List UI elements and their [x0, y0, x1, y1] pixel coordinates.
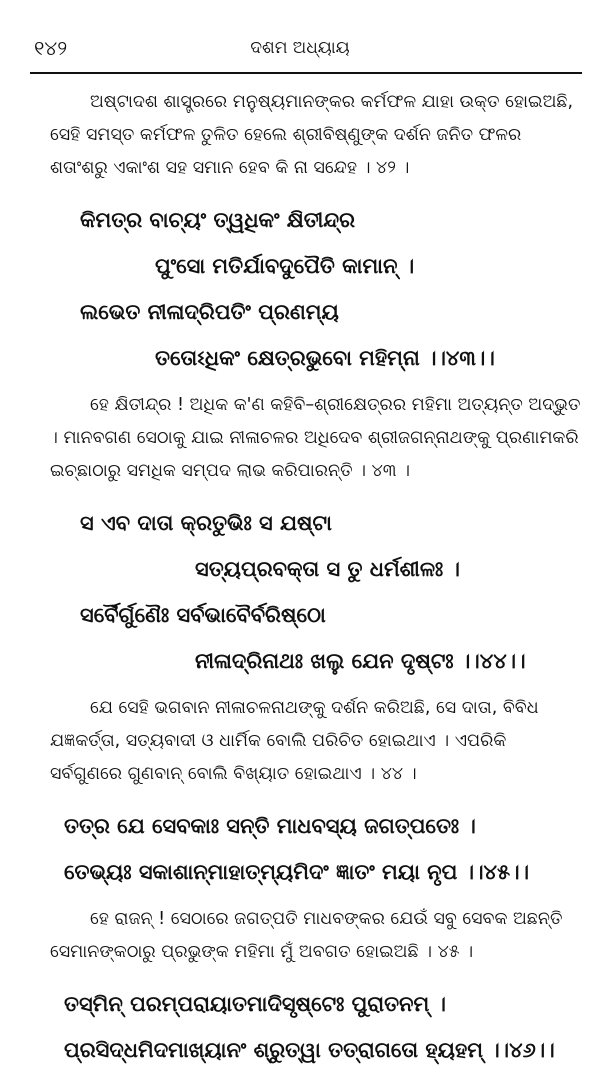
- chapter-title: ଦଶମ ଅଧ୍ୟାୟ: [250, 38, 350, 58]
- sanskrit-verse-45: [50, 803, 582, 895]
- verse-44-line-1: ସ ଏବ ଦାତା କ୍ରତୁଭିଃ ସ ଯଷ୍ଟା: [80, 511, 332, 535]
- translation-paragraph-42: ଅଷ୍ଟାଦଶ ଶାସ୍ତ୍ରରେ ମନୁଷ୍ୟମାନଙ୍କର କର୍ମଫଳ ଯାହା ଉକ୍ତ ହୋଇଅଛି, ସେହି ସମସ୍ତ କର୍ମଫଳ ତୁଳିତ ହେଲେ ଶ୍ରୀବିଷ୍ଣୁଙ୍କ ଦର୍ଶନ ଜନିତ ଫଳର ଶତାଂଶରୁ ଏକାଂଶ ସହ ସମାନ ହେବ କି ନା ସନ୍ଦେହ । ୪୨ ।: [50, 92, 574, 178]
- verse-46-line-1: ତସ୍ମିନ୍ ପରମ୍ପରାୟାତମାଦିସୃଷ୍ଟେଃ ପୁରାତନମ୍ ।: [64, 992, 446, 1016]
- verse-44-line-3: ସର୍ବୈର୍ଗୁଣୈଃ ସର୍ବଭାବୈର୍ବରିଷ୍ଠୋ: [80, 603, 326, 627]
- page-number: ୧୪୨: [34, 36, 68, 60]
- verse-43-line-3: ଲଭେତ ନୀଳାଦ୍ରିପତିଂ ପ୍ରଣମ୍ୟ: [80, 300, 339, 324]
- page-body: [50, 86, 582, 1081]
- translation-paragraph-44: ଯେ ସେହି ଭଗବାନ ନୀଳାଚଳନାଥଙ୍କୁ ଦର୍ଶନ କରିଅଛି, ସେ ଦାତା, ବିବିଧ ଯଜ୍ଞକର୍ତ୍ତା, ସତ୍ୟବାଦୀ ଓ ଧାର୍ମିକ ବୋଲି ପରିଚିତ ହୋଇଥାଏ । ଏପରିକି ସର୍ବଗୁଣରେ ଗୁଣବାନ୍ ବୋଲି ବିଖ୍ୟାତ ହୋଇଥାଏ । ୪୪ ।: [50, 698, 539, 784]
- verse-45-line-2: ତେଭ୍ୟଃ ସକାଶାନ୍ମାହାତ୍ମ୍ୟମିଦଂ ଜ୍ଞାତଂ ମୟା ନୃପ ।।୪୫।।: [64, 860, 530, 884]
- translation-paragraph-45: ହେ ରାଜନ୍ ! ସେଠାରେ ଜଗତ୍ପତି ମାଧବଙ୍କର ଯେଉଁ ସବୁ ସେବକ ଅଛନ୍ତି ସେମାନଙ୍କଠାରୁ ପ୍ରଭୁଙ୍କ ମହିମା ମୁଁ ଅବଗତ ହୋଇଅଛି । ୪୫ ।: [50, 909, 563, 962]
- sanskrit-verse-44: [50, 500, 582, 684]
- verse-44-line-4: ନୀଳାଦ୍ରିନାଥଃ ଖଲୁ ଯେନ ଦୃଷ୍ଟଃ ।।୪୪।।: [195, 649, 526, 673]
- sanskrit-verse-46: [50, 981, 582, 1073]
- header-rule: [30, 72, 582, 74]
- verse-44-line-2: ସତ୍ୟପ୍ରବକ୍ତା ସ ତୁ ଧର୍ମଶୀଳଃ ।: [195, 557, 460, 581]
- verse-43-line-2: ପୁଂସୋ ମତିର୍ଯାବଦୁପୈତି କାମାନ୍ ।: [155, 254, 415, 278]
- verse-43-line-4: ତତୋଽଧିକଂ କ୍ଷେତ୍ରଭୁବୋ ମହିମ୍ନା ।।୪୩।।: [155, 346, 495, 370]
- verse-46-line-2: ପ୍ରସିଦ୍ଧମିଦମାଖ୍ୟାନଂ ଶ୍ରୁତ୍ୱା ତତ୍ରାଗତୋ ହ୍ୟହମ୍ ।।୪୬।।: [64, 1038, 555, 1062]
- page-header: [0, 34, 600, 64]
- sanskrit-verse-43: [50, 197, 582, 381]
- verse-43-line-1: କିମତ୍ର ବାଚ୍ୟଂ ତ୍ୱଧିକଂ କ୍ଷିତୀନ୍ଦ୍ର: [80, 208, 356, 232]
- translation-paragraph-43: ହେ କ୍ଷିତୀନ୍ଦ୍ର ! ଅଧିକ କ'ଣ କହିବି–ଶ୍ରୀକ୍ଷେତ୍ରର ମହିମା ଅତ୍ୟନ୍ତ ଅଦ୍ଭୁତ । ମାନବଗଣ ସେଠାକୁ ଯାଇ ନୀଳାଚଳର ଅଧିଦେବ ଶ୍ରୀଜଗନ୍ନାଥଙ୍କୁ ପ୍ରଣାମକରି ଇଚ୍ଛାଠାରୁ ସମଧିକ ସମ୍ପଦ ଲାଭ କରିପାରନ୍ତି । ୪୩ ।: [50, 395, 581, 481]
- verse-45-line-1: ତତ୍ର ଯେ ସେବକାଃ ସନ୍ତି ମାଧବସ୍ୟ ଜଗତ୍ପତେଃ ।: [64, 814, 476, 838]
